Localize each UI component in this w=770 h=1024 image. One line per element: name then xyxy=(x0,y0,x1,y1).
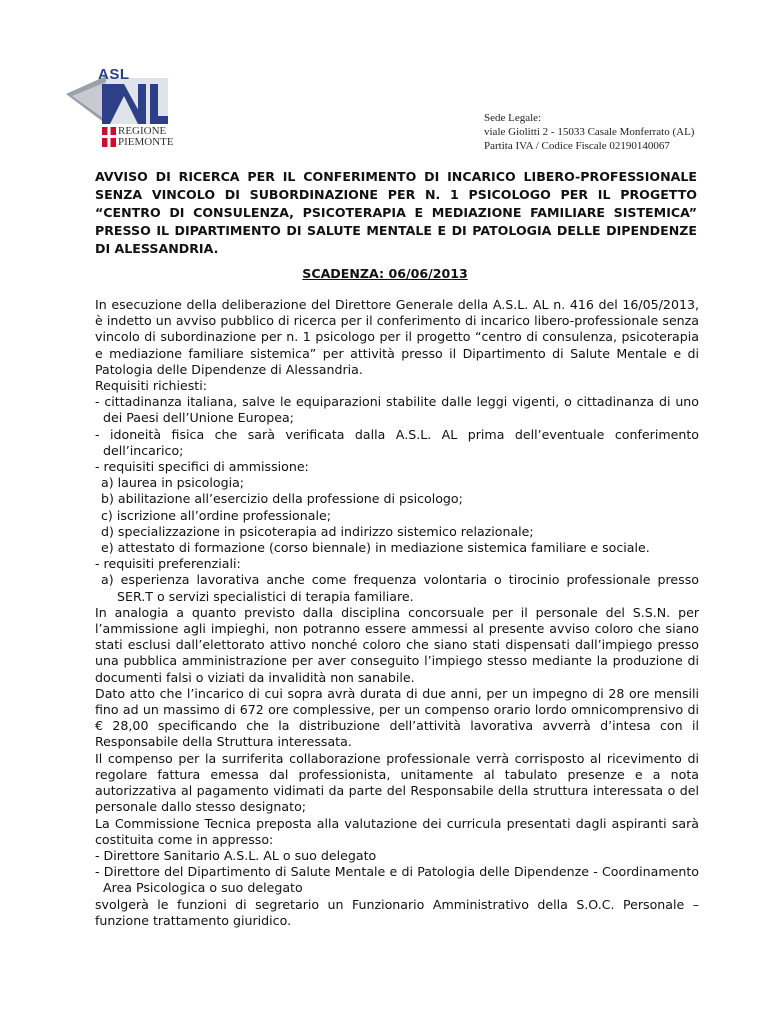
list-subitem: b) abilitazione all’esercizio della professione di psicologo; xyxy=(101,491,463,507)
body-paragraph: La Commissione Tecnica preposta alla valutazione dei curricula presentati dagli aspiranti sarà costituita come in appresso: xyxy=(95,815,699,847)
logo-regione-piemonte xyxy=(118,126,174,148)
list-subitem: e) attestato di formazione (corso biennale) in mediazione sistemica familiare e sociale. xyxy=(101,540,650,556)
sede-line: viale Giolitti 2 - 15033 Casale Monferrato (AL) xyxy=(484,126,695,138)
list-subitem: c) iscrizione all’ordine professionale; xyxy=(101,507,331,523)
body-paragraph: Dato atto che l’incarico di cui sopra avrà durata di due anni, per un impegno di 28 ore mensili fino ad un massimo di 672 ore complessive, per un compenso orario lordo omnicomprensivo di € 28,00 specificando che la distribuzione dell’attività lavorativa avverrà d’intesa con il Responsabile della Struttura interessata. xyxy=(95,685,699,750)
logo-asl-text: ASL xyxy=(98,66,130,83)
list-item: - Direttore Sanitario A.S.L. AL o suo delegato xyxy=(95,847,377,863)
body-paragraph: Il compenso per la surriferita collaborazione professionale verrà corrisposto al ricevimento di regolare fattura emessa dal professionista, unitamente al tabulato presenze e a nota autorizzativa al pagamento vidimati da parte del Responsabile della struttura interessata o del personale dallo stesso designato; xyxy=(95,750,699,815)
deadline-heading xyxy=(0,263,770,282)
list-item: - cittadinanza italiana, salve le equiparazioni stabilite dalle leggi vigenti, o cittadinanza di uno dei Paesi dell’Unione Europea; xyxy=(95,394,699,426)
document-title: AVVISO DI RICERCA PER IL CONFERIMENTO DI INCARICO LIBERO-PROFESSIONALE SENZA VINCOLO DI SUBORDINAZIONE PER N. 1 PSICOLOGO PER IL PROGETTO “CENTRO DI CONSULENZA, PSICOTERAPIA E MEDIAZIONE FAMILIARE SISTEMICA” PRESSO IL DIPARTIMENTO DI SALUTE MENTALE E DI PATOLOGIA DELLE DIPENDENZE DI ALESSANDRIA. xyxy=(95,169,697,256)
list-item: - requisiti preferenziali: xyxy=(95,556,241,572)
regione-piemonte-flag-icon xyxy=(102,127,116,147)
asl-al-logo xyxy=(62,66,182,150)
list-item: - Direttore del Dipartimento di Salute Mentale e di Patologia delle Dipendenze - Coordinamento Area Psicologica o suo delegato xyxy=(95,864,699,896)
list-item: - idoneità fisica che sarà verificata dalla A.S.L. AL prima dell’eventuale conferimento dell’incarico; xyxy=(95,426,699,458)
body-paragraph: Requisiti richiesti: xyxy=(95,378,207,394)
sede-line: Partita IVA / Codice Fiscale 02190140067 xyxy=(484,140,670,152)
document-body xyxy=(95,297,699,929)
list-subitem: a) laurea in psicologia; xyxy=(101,475,245,491)
body-paragraph: In analogia a quanto previsto dalla disciplina concorsuale per il personale del S.S.N. per l’ammissione agli impieghi, non potranno essere ammessi al presente avviso coloro che siano stati esclusi dall’elettorato attivo nonché coloro che siano stati dispensati dall’impiego presso una pubblica amministrazione per aver conseguito l’impiego stesso mediante la produzione di documenti falsi o viziati da invalidità non sanabile. xyxy=(95,604,699,685)
list-subitem: a) esperienza lavorativa anche come frequenza volontaria o tirocinio professionale presso SER.T o servizi specialistici di terapia familiare. xyxy=(101,572,699,604)
logo-piemonte-text: PIEMONTE xyxy=(118,136,174,148)
logo-regione-text: REGIONE xyxy=(118,125,167,137)
list-subitem: d) specializzazione in psicoterapia ad indirizzo sistemico relazionale; xyxy=(101,523,534,539)
deadline-text: SCADENZA: 06/06/2013 xyxy=(302,266,468,281)
sede-legale-block xyxy=(484,111,694,153)
body-paragraph: svolgerà le funzioni di segretario un Funzionario Amministrativo della S.O.C. Personale – funzione trattamento giuridico. xyxy=(95,896,699,928)
sede-line: Sede Legale: xyxy=(484,112,542,124)
body-paragraph: In esecuzione della deliberazione del Direttore Generale della A.S.L. AL n. 416 del 16/05/2013, è indetto un avviso pubblico di ricerca per il conferimento di incarico libero-professionale senza vincolo di subordinazione per n. 1 psicologo per il progetto “centro di consulenza, psicoterapia e mediazione familiare sistemica” per attività presso il Dipartimento di Salute Mentale e di Patologia delle Dipendenze di Alessandria. xyxy=(95,297,699,377)
list-item: - requisiti specifici di ammissione: xyxy=(95,459,309,475)
